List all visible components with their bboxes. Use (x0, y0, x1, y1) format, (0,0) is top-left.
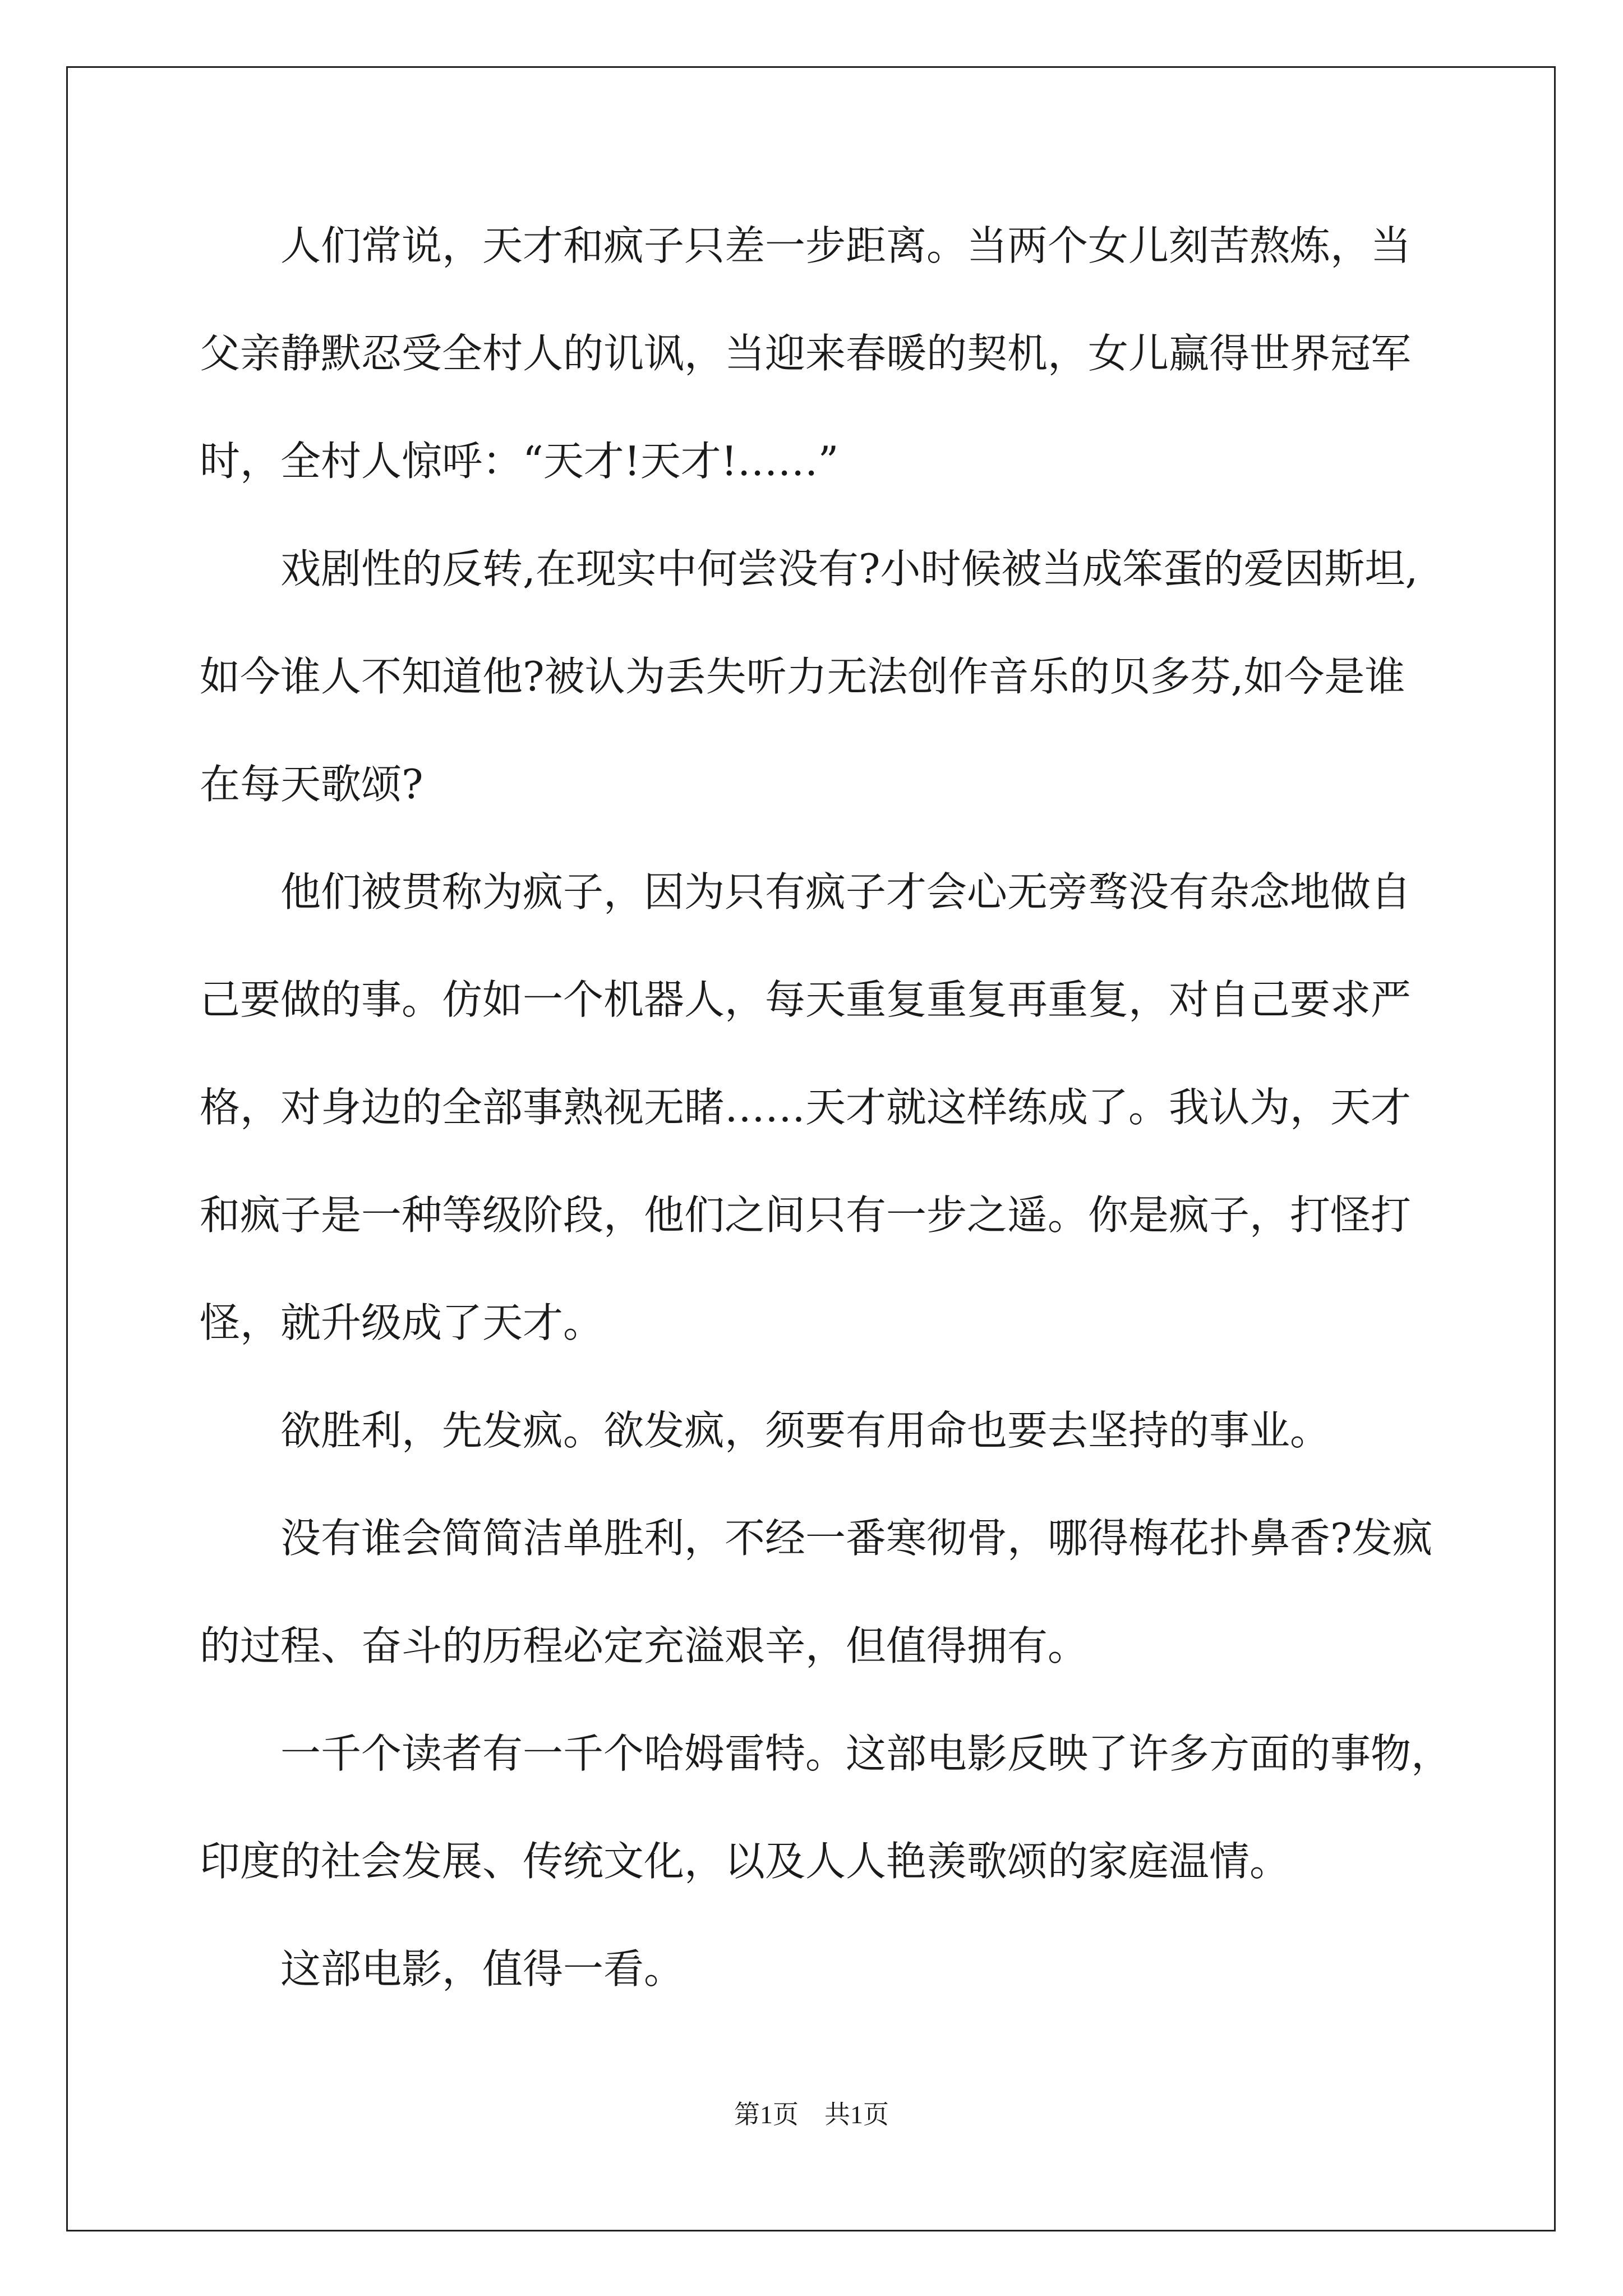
page-border (66, 66, 1556, 2231)
page-number-footer: 第1页 共1页 (734, 2100, 889, 2129)
paragraph-line: 戏剧性的反转,在现实中何尝没有?小时候被当成笨蛋的爱因斯坦, (200, 545, 1418, 592)
paragraph-line: 的过程、奋斗的历程必定充溢艰辛，但值得拥有。 (200, 1622, 1089, 1669)
paragraph-line: 如今谁人不知道他?被认为丢失听力无法创作音乐的贝多芬,如今是谁 (200, 653, 1405, 700)
paragraph-line: 父亲静默忍受全村人的讥讽，当迎来春暖的契机，女儿赢得世界冠军 (200, 330, 1412, 377)
paragraph-line: 一千个读者有一千个哈姆雷特。这部电影反映了许多方面的事物， (200, 1730, 1452, 1777)
paragraph-line: 在每天歌颂? (200, 761, 423, 808)
paragraph-line: 这部电影，值得一看。 (200, 1945, 685, 1993)
paragraph-line: 格，对身边的全部事熟视无睹……天才就这样练成了。我认为，天才 (200, 1084, 1412, 1131)
paragraph-line: 没有谁会简简洁单胜利，不经一番寒彻骨，哪得梅花扑鼻香?发疯 (200, 1515, 1433, 1562)
paragraph-line: 欲胜利，先发疯。欲发疯，须要有用命也要去坚持的事业。 (200, 1407, 1331, 1454)
paragraph-line: 怪，就升级成了天才。 (200, 1299, 604, 1346)
paragraph-line: 印度的社会发展、传统文化，以及人人艳羡歌颂的家庭温情。 (200, 1838, 1290, 1885)
paragraph-line: 他们被贯称为疯子，因为只有疯子才会心无旁骛没有杂念地做自 (200, 868, 1412, 915)
paragraph-line: 人们常说，天才和疯子只差一步距离。当两个女儿刻苦熬炼，当 (200, 222, 1412, 269)
paragraph-line: 时，全村人惊呼：“天才!天才!……” (200, 438, 839, 485)
paragraph-line: 和疯子是一种等级阶段，他们之间只有一步之遥。你是疯子，打怪打 (200, 1191, 1412, 1239)
paragraph-line: 己要做的事。仿如一个机器人，每天重复重复再重复，对自己要求严 (200, 976, 1412, 1023)
